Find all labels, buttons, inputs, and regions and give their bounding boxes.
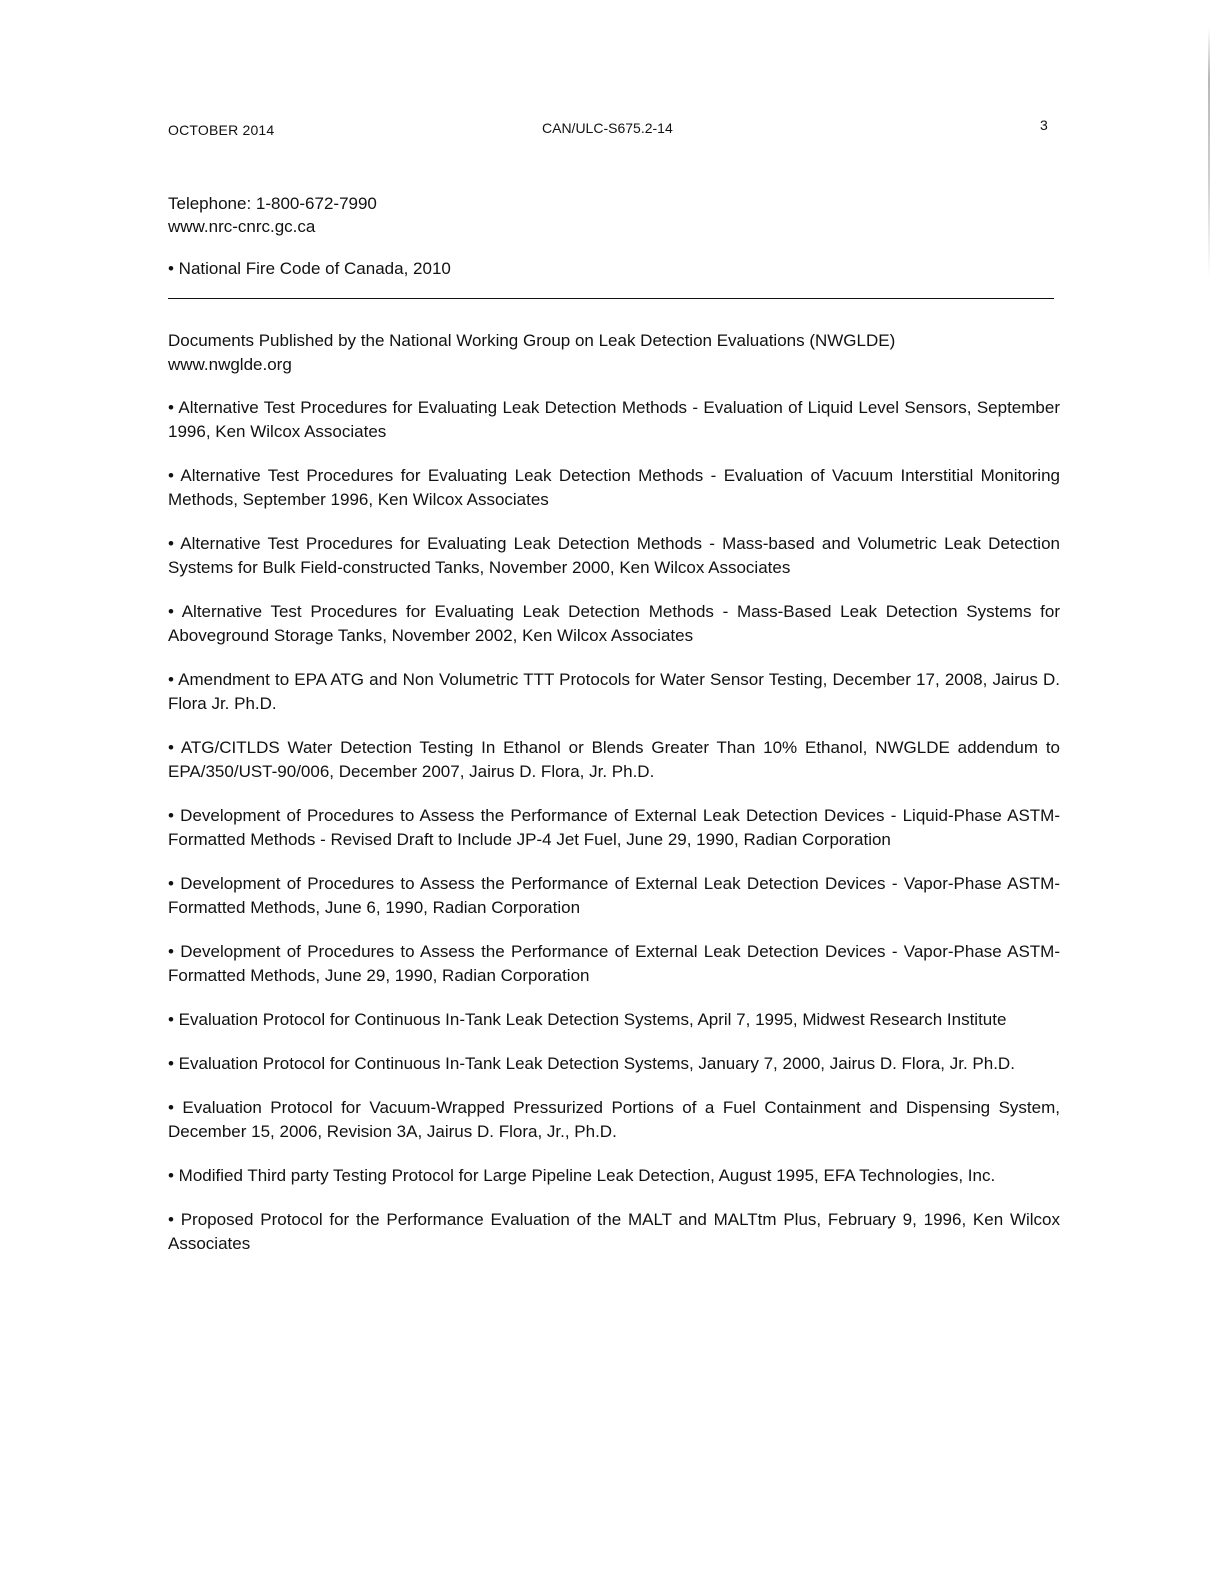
reference-item: • Development of Procedures to Assess the Performance of External Leak Detection Devices - Liquid-Phase ASTM-Formatted Methods - Revised Draft to Include JP-4 Jet Fuel, June 29, 1990, Radian Corporation <box>168 806 1060 849</box>
reference-item: • Modified Third party Testing Protocol for Large Pipeline Leak Detection, August 1995, EFA Technologies, Inc. <box>168 1166 996 1185</box>
header-standard-number: CAN/ULC-S675.2-14 <box>542 120 673 136</box>
reference-item: • Evaluation Protocol for Vacuum-Wrapped Pressurized Portions of a Fuel Containment and Dispensing System, December 15, 2006, Revision 3A, Jairus D. Flora, Jr., Ph.D. <box>168 1098 1060 1141</box>
reference-list <box>168 396 1060 1276</box>
section-title: Documents Published by the National Working Group on Leak Detection Evaluations (NWGLDE) <box>168 331 896 350</box>
reference-item: • Alternative Test Procedures for Evaluating Leak Detection Methods - Evaluation of Vacuum Interstitial Monitoring Methods, September 1996, Ken Wilcox Associates <box>168 466 1060 509</box>
reference-item: • Alternative Test Procedures for Evaluating Leak Detection Methods - Evaluation of Liquid Level Sensors, September 1996, Ken Wilcox Associates <box>168 398 1060 441</box>
section-heading <box>168 329 1058 377</box>
reference-item: • Development of Procedures to Assess the Performance of External Leak Detection Devices - Vapor-Phase ASTM-Formatted Methods, June 29, 1990, Radian Corporation <box>168 942 1060 985</box>
section-divider <box>168 298 1054 299</box>
page-number: 3 <box>1040 117 1048 133</box>
reference-item: • Alternative Test Procedures for Evaluating Leak Detection Methods - Mass-based and Volumetric Leak Detection Systems for Bulk Field-constructed Tanks, November 2000, Ken Wilcox Associates <box>168 534 1060 577</box>
reference-item: • Evaluation Protocol for Continuous In-Tank Leak Detection Systems, April 7, 1995, Midwest Research Institute <box>168 1010 1007 1029</box>
contact-block <box>168 192 377 238</box>
reference-item: • ATG/CITLDS Water Detection Testing In Ethanol or Blends Greater Than 10% Ethanol, NWGLDE addendum to EPA/350/UST-90/006, December 2007, Jairus D. Flora, Jr. Ph.D. <box>168 738 1060 781</box>
code-reference: • National Fire Code of Canada, 2010 <box>168 259 451 278</box>
reference-item: • Alternative Test Procedures for Evaluating Leak Detection Methods - Mass-Based Leak Detection Systems for Aboveground Storage Tanks, November 2002, Ken Wilcox Associates <box>168 602 1060 645</box>
website-line: www.nrc-cnrc.gc.ca <box>168 217 316 236</box>
scan-edge-artifact <box>1208 28 1210 278</box>
reference-item: • Development of Procedures to Assess the Performance of External Leak Detection Devices - Vapor-Phase ASTM-Formatted Methods, June 6, 1990, Radian Corporation <box>168 874 1060 917</box>
section-website: www.nwglde.org <box>168 355 292 374</box>
header-date: OCTOBER 2014 <box>168 122 275 138</box>
reference-item: • Amendment to EPA ATG and Non Volumetric TTT Protocols for Water Sensor Testing, December 17, 2008, Jairus D. Flora Jr. Ph.D. <box>168 670 1060 713</box>
reference-item: • Evaluation Protocol for Continuous In-Tank Leak Detection Systems, January 7, 2000, Jairus D. Flora, Jr. Ph.D. <box>168 1054 1015 1073</box>
telephone-line: Telephone: 1-800-672-7990 <box>168 194 377 213</box>
reference-item: • Proposed Protocol for the Performance Evaluation of the MALT and MALTtm Plus, February 9, 1996, Ken Wilcox Associates <box>168 1210 1060 1253</box>
